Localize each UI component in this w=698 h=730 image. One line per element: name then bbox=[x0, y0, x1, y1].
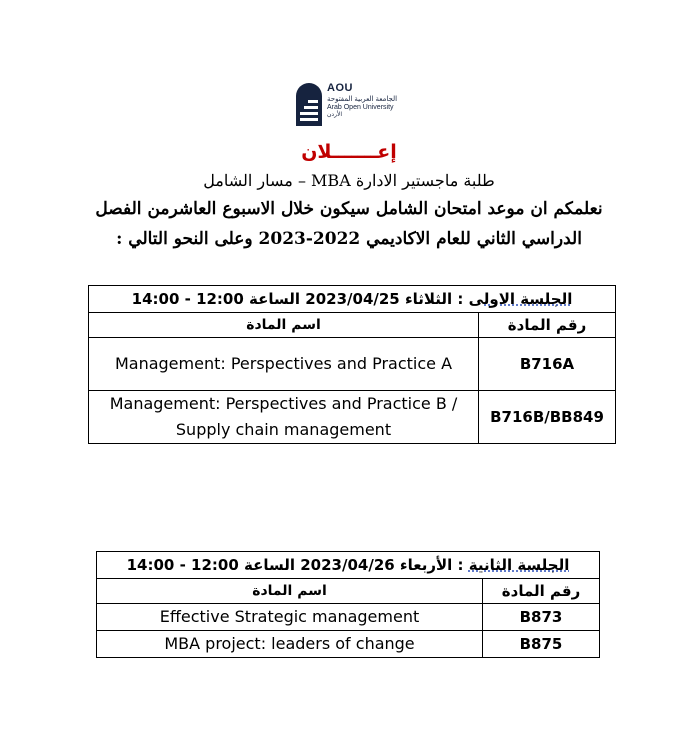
column-header-name: اسم المادة bbox=[97, 579, 483, 604]
column-header-row bbox=[89, 313, 616, 338]
table-row bbox=[89, 391, 616, 444]
course-name: MBA project: leaders of change bbox=[97, 631, 483, 658]
aou-emblem-icon bbox=[294, 82, 324, 126]
table-row bbox=[97, 631, 600, 658]
logo-name-english: Arab Open University bbox=[327, 104, 394, 111]
course-name: Management: Perspectives and Practice B / Supply chain management bbox=[89, 391, 479, 444]
logo-country: الأردن bbox=[327, 112, 343, 118]
session-label: الجلسة الاولى bbox=[468, 290, 573, 308]
course-code: B873 bbox=[483, 604, 600, 631]
session-header bbox=[89, 286, 616, 313]
university-logo bbox=[294, 82, 404, 128]
table-row bbox=[97, 604, 600, 631]
column-header-code: رقم المادة bbox=[479, 313, 616, 338]
session-header-row bbox=[89, 286, 616, 313]
session-details: : الثلاثاء 2023/04/25 الساعة 12:00 - 14:00 bbox=[131, 290, 469, 308]
announcement-title: إعـــــــلان bbox=[301, 141, 397, 163]
column-header-code: رقم المادة bbox=[483, 579, 600, 604]
session-label: الجلسة الثانية bbox=[468, 556, 570, 574]
table-row bbox=[89, 338, 616, 391]
course-code: B716A bbox=[479, 338, 616, 391]
audience-line: طلبة ماجستير الادارة MBA – مسار الشامل bbox=[203, 171, 495, 190]
course-name: Management: Perspectives and Practice A bbox=[89, 338, 479, 391]
session-header bbox=[97, 552, 600, 579]
column-header-name: اسم المادة bbox=[89, 313, 479, 338]
course-name: Effective Strategic management bbox=[97, 604, 483, 631]
session-1-table bbox=[88, 285, 616, 444]
logo-abbrev: AOU bbox=[327, 82, 353, 94]
course-code: B875 bbox=[483, 631, 600, 658]
logo-name-arabic: الجامعة العربية المفتوحة bbox=[327, 96, 398, 103]
logo-text bbox=[327, 83, 397, 118]
column-header-row bbox=[97, 579, 600, 604]
notice-line-2: الدراسي الثاني للعام الاكاديمي 2022-2023 وعلى النحو التالي : bbox=[116, 229, 582, 249]
session-2-table bbox=[96, 551, 600, 658]
notice-line-1: نعلمكم ان موعد امتحان الشامل سيكون خلال الاسبوع العاشرمن الفصل bbox=[95, 199, 603, 219]
course-code: B716B/BB849 bbox=[479, 391, 616, 444]
session-header-row bbox=[97, 552, 600, 579]
session-details: : الأربعاء 2023/04/26 الساعة 12:00 - 14:00 bbox=[126, 556, 469, 574]
